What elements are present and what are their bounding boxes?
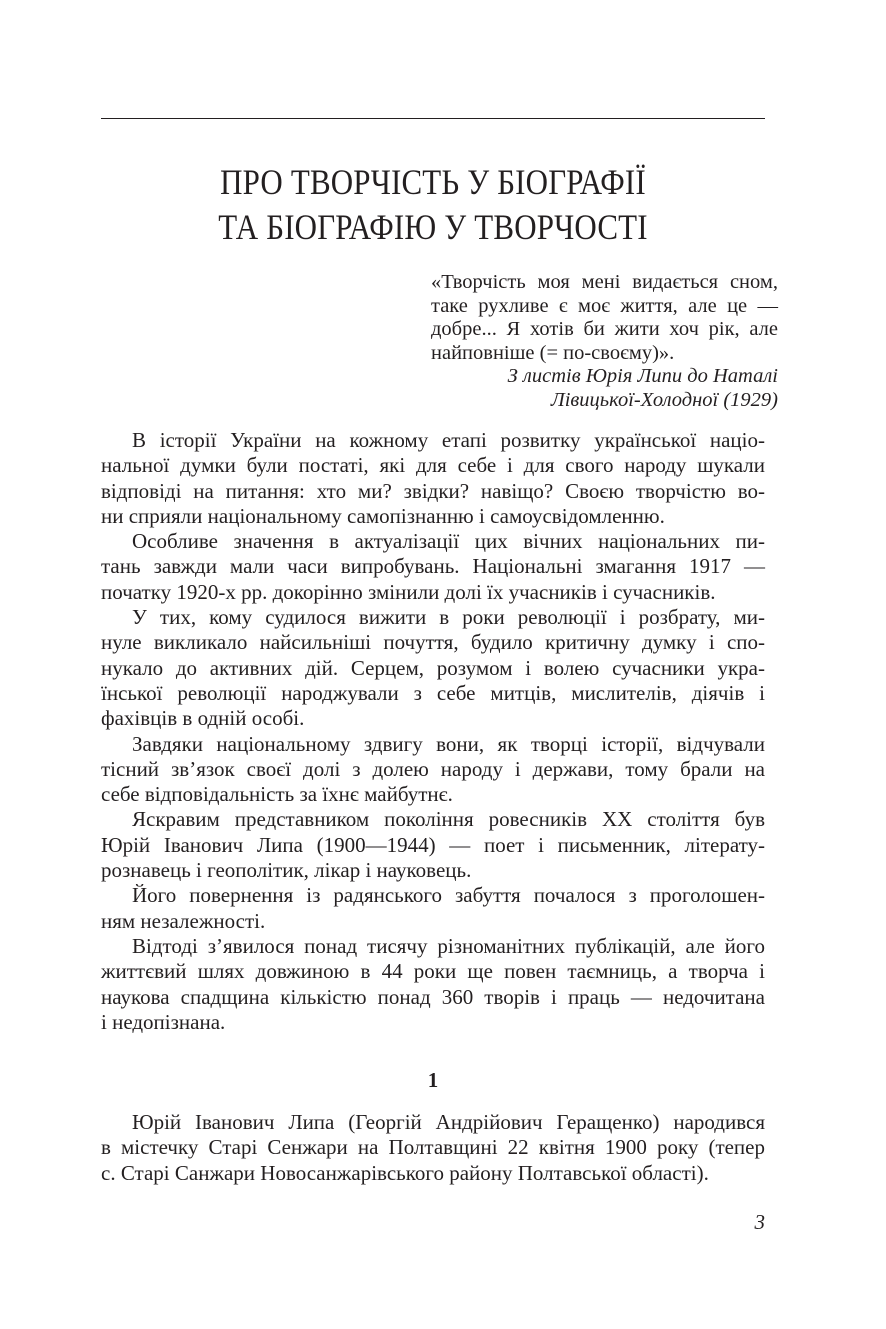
paragraph [101,605,765,731]
text-line: с. Старі Санжари Новосанжарівського району Полтавської області). [101,1160,709,1185]
text-line: нукало до активних дій. Серцем, розумом і волею сучасники укра- [101,655,765,680]
text-line: Юрій Іванович Липа (Георгій Андрійович Геращенко) народився [132,1110,765,1134]
text-line: нальної думки були постаті, які для себе і для свого народу шукали [101,453,765,478]
text-line: тань завжди мали часи випробувань. Національні змагання 1917 — [101,554,765,579]
chapter-title [147,160,718,250]
text-line: їнської революції народжували з себе митців, мислителів, діячів і [101,680,765,705]
chapter-title-line: ТА БІОГРАФІЮ У ТВОРЧОСТІ [218,207,648,247]
paragraph [101,1110,765,1186]
text-line: Юрій Іванович Липа (1900—1944) — поет і письменник, літерату- [101,832,765,857]
paragraph [101,934,765,1035]
text-line: ням незалежності. [101,908,266,933]
text-line: тісний зв’язок своєї долі з долею народу і держави, тому брали на [101,756,765,781]
epigraph-line: добре... Я хотів би жити хоч рік, але [431,318,778,341]
paragraph [101,732,765,808]
text-line: Його повернення із радянського забуття почалося з проголошен- [132,883,765,908]
text-line: в містечку Старі Сенжари на Полтавщині 22 квітня 1900 року (тепер [101,1135,765,1160]
text-line: себе відповідальність за їхнє майбутнє. [101,782,453,807]
text-line: Завдяки національному здвигу вони, як творці історії, відчували [132,731,765,756]
epigraph [431,271,778,413]
text-line: нуле викликало найсильніші почуття, будило критичну думку і спо- [101,630,765,655]
page-number: 3 [754,1210,765,1234]
text-line: наукова спадщина кількістю понад 360 творів і праць — недочитана [101,984,765,1009]
epigraph-line: таке рухливе є моє життя, але це — [431,294,778,317]
text-line: життєвий шлях довжиною в 44 роки ще повен таємниць, а творча і [101,959,765,984]
text-line: Відтоді з’явилося понад тисячу різноманітних публікацій, але його [132,933,765,958]
section-body-text [101,1110,765,1186]
section-number: 1 [427,1068,439,1092]
epigraph-source: Лівицької-Холодної (1929) [550,388,778,411]
text-line: відповіді на питання: хто ми? звідки? навіщо? Своєю творчістю во- [101,478,765,503]
paragraph [101,883,765,934]
paragraph [101,428,765,529]
text-line: і недопізнана. [101,1009,226,1034]
paragraph [101,529,765,605]
text-line: ни сприяли національному самопізнанню і самоусвідомленню. [101,503,665,528]
chapter-title-line: ПРО ТВОРЧІСТЬ У БІОГРАФІЇ [220,162,646,202]
text-line: Особливе значення в актуалізації цих вічних національних пи- [132,529,765,554]
top-rule [101,118,765,119]
text-line: фахівців в одній особі. [101,706,305,731]
text-line: В історії України на кожному етапі розвитку української націо- [132,428,765,452]
text-line: рознавець і геополітик, лікар і науковець. [101,858,472,883]
text-line: Яскравим представником покоління ровесників XX століття був [132,807,765,832]
text-line: У тих, кому судилося вижити в роки революції і розбрату, ми- [132,605,765,630]
epigraph-line: найповніше (= по-своєму)». [431,341,675,364]
epigraph-source: З листів Юрія Липи до Наталі [507,365,778,388]
epigraph-line: «Творчість моя мені видається сном, [431,271,778,293]
text-line: початку 1920-х рр. докорінно змінили долі їх учасників і сучасників. [101,579,716,604]
paragraph [101,807,765,883]
body-text [101,428,765,1035]
